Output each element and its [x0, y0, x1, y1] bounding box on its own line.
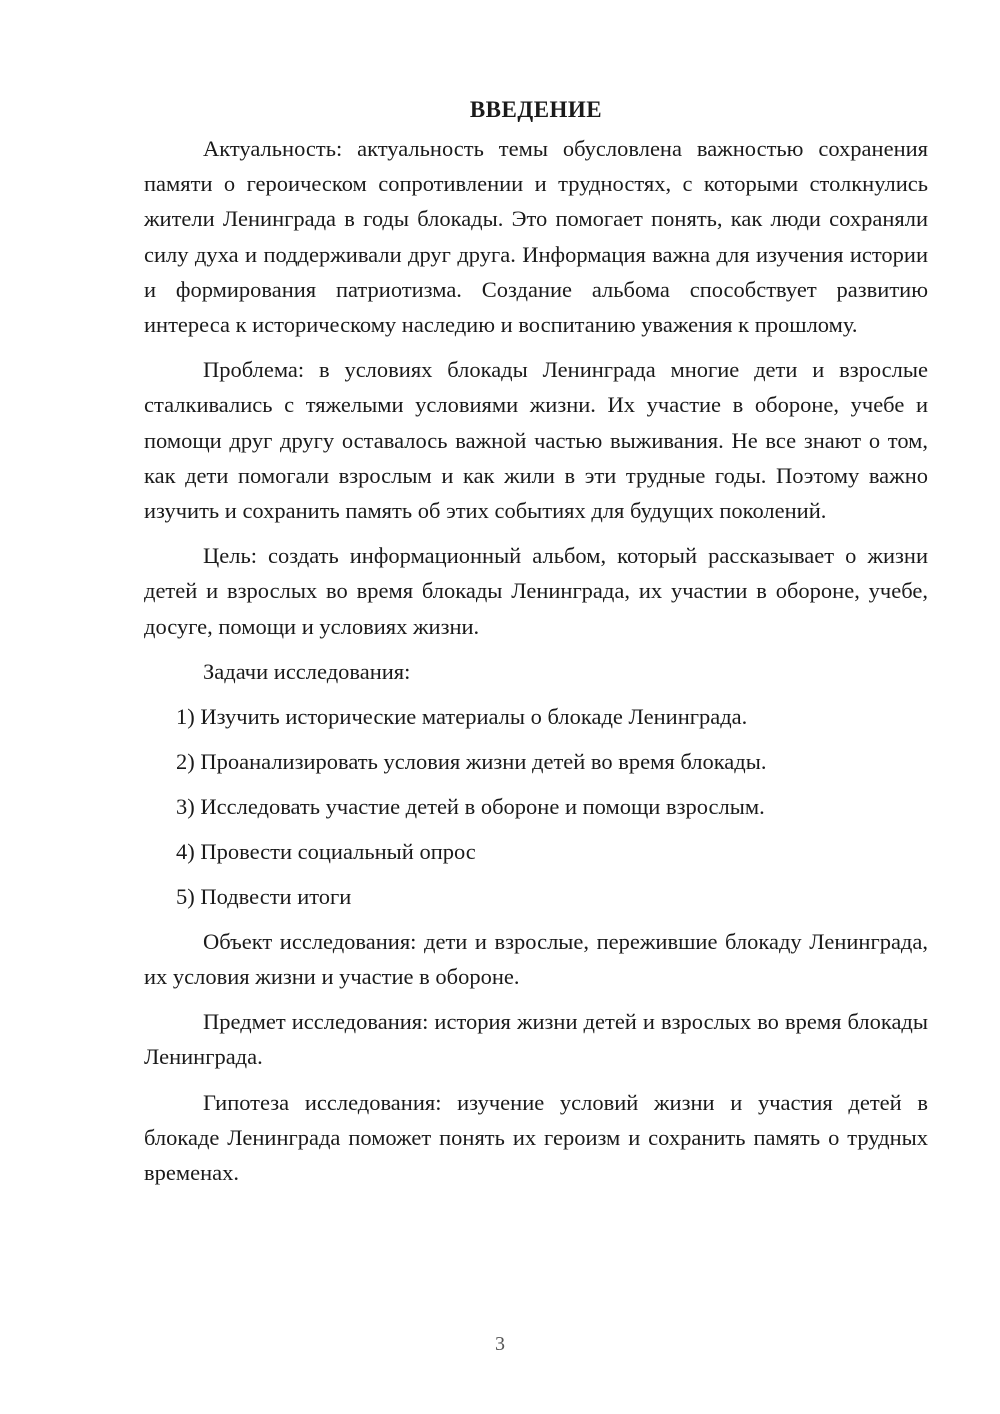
goal-paragraph: Цель: создать информационный альбом, который рассказывает о жизни детей и взрослых во время блокады Ленинграда, их участии в обороне, учебе, досуге, помощи и условиях жизни.: [144, 543, 928, 639]
page-title: ВВЕДЕНИЕ: [469, 97, 603, 122]
task-item: 1) Изучить исторические материалы о блокаде Ленинграда.: [176, 703, 748, 729]
object-paragraph: Объект исследования: дети и взрослые, пережившие блокаду Ленинграда, их условия жизни и участие в обороне.: [144, 928, 928, 990]
problem-paragraph: Проблема: в условиях блокады Ленинграда многие дети и взрослые сталкивались с тяжелыми условиями жизни. Их участие в обороне, учебе и помощи друг другу оставалось важной частью выживания. Не все знают о том, как дети помогали взрослым и как жили в эти трудные годы. Поэтому важно изучить и сохранить память об этих событиях для будущих поколений.: [144, 357, 928, 524]
task-item: 3) Исследовать участие детей в обороне и помощи взрослым.: [176, 793, 765, 819]
subject-paragraph: Предмет исследования: история жизни детей и взрослых во время блокады Ленинграда.: [144, 1009, 928, 1070]
relevance-paragraph: Актуальность: актуальность темы обусловлена важностью сохранения памяти о героическом сопротивлении и трудностях, с которыми столкнулись жители Ленинграда в годы блокады. Это помогает понять, как люди сохраняли силу духа и поддерживали друг друга. Информация важна для изучения истории и формирования патриотизма. Создание альбома способствует развитию интереса к историческому наследию и воспитанию уважения к прошлому.: [144, 136, 928, 338]
page-number: 3: [495, 1333, 505, 1355]
task-item: 2) Проанализировать условия жизни детей во время блокады.: [176, 748, 767, 774]
tasks-list: [144, 699, 928, 914]
task-item: 4) Провести социальный опрос: [176, 838, 476, 864]
hypothesis-paragraph: Гипотеза исследования: изучение условий жизни и участия детей в блокаде Ленинграда поможет понять их героизм и сохранить память о трудных временах.: [144, 1089, 928, 1186]
task-item: 5) Подвести итоги: [176, 883, 352, 909]
tasks-title: Задачи исследования:: [203, 658, 411, 684]
document-page: [144, 92, 928, 1200]
